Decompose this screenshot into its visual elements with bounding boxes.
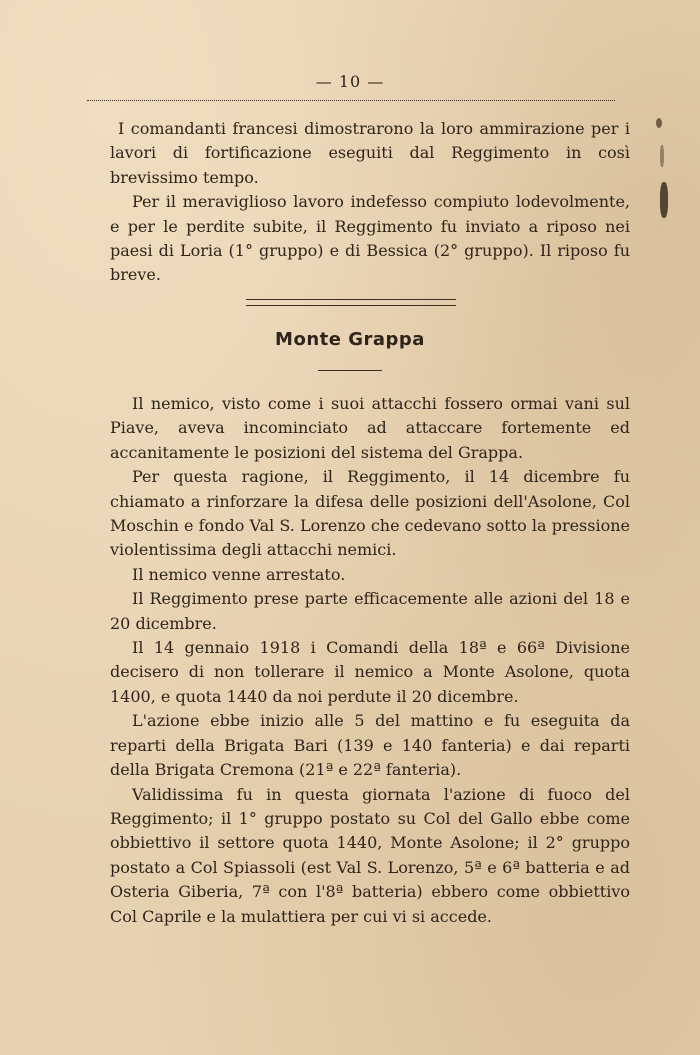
section-title: Monte Grappa — [275, 329, 425, 350]
paragraph: Validissima fu in questa giornata l'azione di fuoco del Reggimento; il 1° gruppo postato su Col del Gallo ebbe come obbiettivo il settore quota 1440, Monte Asolone; il 2° gruppo postato a Col Spiassoli (est Val S. Lorenzo, 5ª e 6ª batteria e ad Osteria Giberia, 7ª con l'8ª batteria) ebbero come obbiettivo Col Caprile e la mulattiera per cui vi si accede. — [110, 784, 630, 926]
paragraph: I comandanti francesi dimostrarono la loro ammirazione per i lavori di fortificazione eseguiti dal Reggimento in così brevissimo tempo. — [110, 119, 630, 187]
paragraph: Il Reggimento prese parte efficacemente alle azioni del 18 e 20 dicembre. — [110, 589, 630, 633]
ink-stain — [656, 118, 662, 128]
paragraph: Il nemico venne arrestato. — [132, 564, 346, 584]
ink-stain — [660, 182, 668, 218]
paragraph: Il 14 gennaio 1918 i Comandi della 18ª e 66ª Divisione decisero di non tollerare il nemico a Monte Asolone, quota 1400, e quota 1440 da noi perdute il 20 dicembre. — [110, 638, 630, 706]
page-number: — 10 — — [315, 72, 385, 91]
header-dotted-rule — [87, 100, 615, 101]
title-underline — [318, 370, 382, 371]
paragraph: Per il meraviglioso lavoro indefesso compiuto lodevolmente, e per le perdite subite, il Reggimento fu inviato a riposo nei paesi di Loria (1° gruppo) e di Bessica (2° gruppo). Il riposo fu breve. — [110, 192, 630, 285]
section-two-text — [110, 392, 630, 929]
paragraph: L'azione ebbe inizio alle 5 del mattino e fu eseguita da reparti della Brigata Bari (139 e 140 fanteria) e dai reparti della Brigata Cremona (21ª e 22ª fanteria). — [110, 711, 630, 780]
section-one-text — [110, 117, 630, 288]
paragraph: Per questa ragione, il Reggimento, il 14 dicembre fu chiamato a rinforzare la difesa delle posizioni dell'Asolone, Col Moschin e fondo Val S. Lorenzo che cedevano sotto la pressione violentissima degli attacchi nemici. — [110, 467, 630, 560]
section-divider — [246, 299, 456, 306]
paragraph: Il nemico, visto come i suoi attacchi fossero ormai vani sul Piave, aveva incominciato ad attaccare fortemente ed accanitamente le posizioni del sistema del Grappa. — [110, 394, 630, 462]
ink-stain — [660, 145, 664, 167]
